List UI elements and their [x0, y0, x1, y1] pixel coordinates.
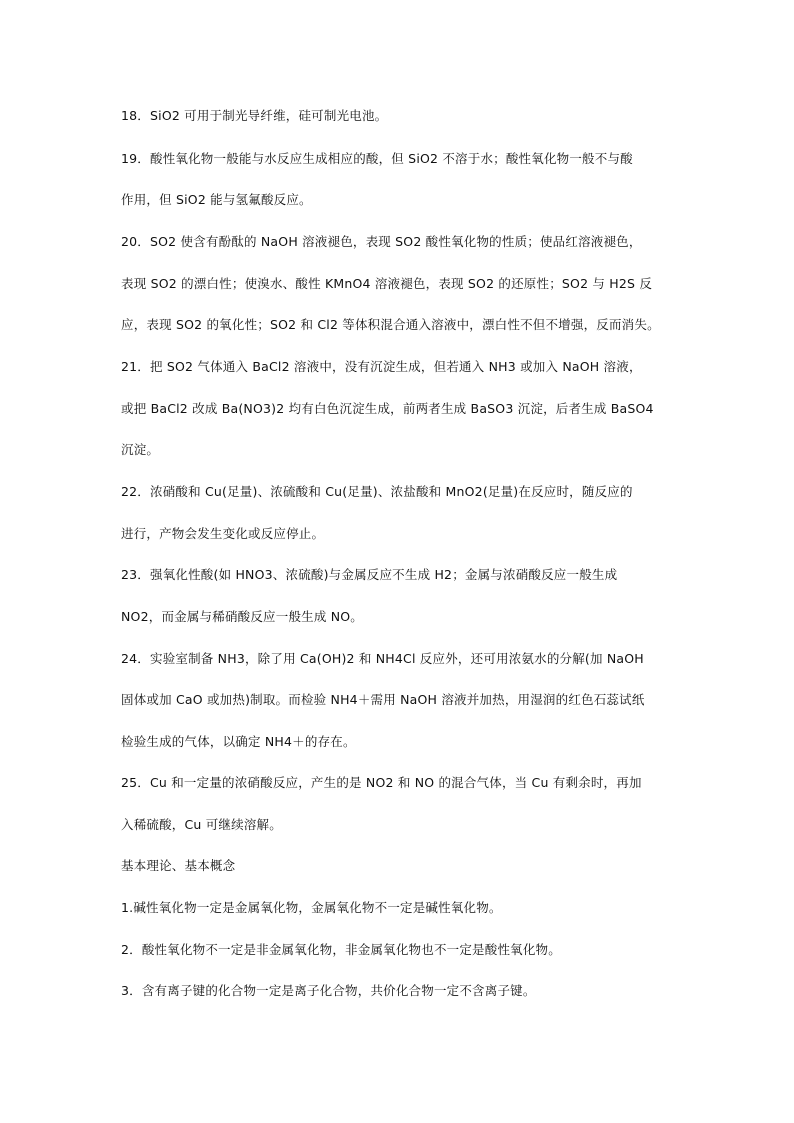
text-line-23b: NO2，而金属与稀硝酸反应一般生成 NO。	[121, 609, 364, 624]
text-line-concept-3: 3．含有离子键的化合物一定是离子化合物，共价化合物一定不含离子键。	[121, 983, 536, 998]
text-line-22a: 22．浓硝酸和 Cu(足量)、浓硫酸和 Cu(足量)、浓盐酸和 MnO2(足量)在反应时，随反应的	[121, 484, 633, 499]
text-line-21a: 21．把 SO2 气体通入 BaCl2 溶液中，没有沉淀生成，但若通入 NH3 或加入 NaOH 溶液，	[121, 359, 642, 374]
text-line-22b: 进行，产物会发生变化或反应停止。	[121, 526, 325, 541]
text-line-concept-2: 2．酸性氧化物不一定是非金属氧化物，非金属氧化物也不一定是酸性氧化物。	[121, 942, 561, 957]
text-line-19b: 作用，但 SiO2 能与氢氟酸反应。	[121, 192, 312, 207]
text-line-20c: 应，表现 SO2 的氧化性；SO2 和 Cl2 等体积混合通入溶液中，漂白性不但不增强，反而消失。	[121, 317, 660, 332]
text-line-concept-1: 1.碱性氧化物一定是金属氧化物，金属氧化物不一定是碱性氧化物。	[121, 900, 502, 915]
text-line-25a: 25．Cu 和一定量的浓硝酸反应，产生的是 NO2 和 NO 的混合气体，当 Cu 有剩余时，再加	[121, 775, 642, 790]
text-line-24b: 固体或加 CaO 或加热)制取。而检验 NH4＋需用 NaOH 溶液并加热，用湿润的红色石蕊试纸	[121, 692, 645, 707]
text-line-24a: 24．实验室制备 NH3，除了用 Ca(OH)2 和 NH4Cl 反应外，还可用浓氨水的分解(加 NaOH	[121, 651, 644, 666]
text-line-20b: 表现 SO2 的漂白性；使溴水、酸性 KMnO4 溶液褪色，表现 SO2 的还原性；SO2 与 H2S 反	[121, 276, 653, 291]
section-heading: 基本理论、基本概念	[121, 858, 236, 873]
text-line-21b: 或把 BaCl2 改成 Ba(NO3)2 均有白色沉淀生成，前两者生成 BaSO3 沉淀，后者生成 BaSO4	[121, 401, 654, 416]
text-line-20a: 20．SO2 使含有酚酞的 NaOH 溶液褪色，表现 SO2 酸性氧化物的性质；使品红溶液褪色，	[121, 234, 642, 249]
text-line-18: 18．SiO2 可用于制光导纤维，硅可制光电池。	[121, 108, 388, 123]
text-line-25b: 入稀硫酸，Cu 可继续溶解。	[121, 817, 282, 832]
text-line-19a: 19．酸性氧化物一般能与水反应生成相应的酸，但 SiO2 不溶于水；酸性氧化物一般不与酸	[121, 151, 633, 166]
text-line-24c: 检验生成的气体，以确定 NH4＋的存在。	[121, 734, 356, 749]
text-line-23a: 23．强氧化性酸(如 HNO3、浓硫酸)与金属反应不生成 H2；金属与浓硝酸反应一般生成	[121, 567, 618, 582]
text-line-21c: 沉淀。	[121, 442, 160, 457]
